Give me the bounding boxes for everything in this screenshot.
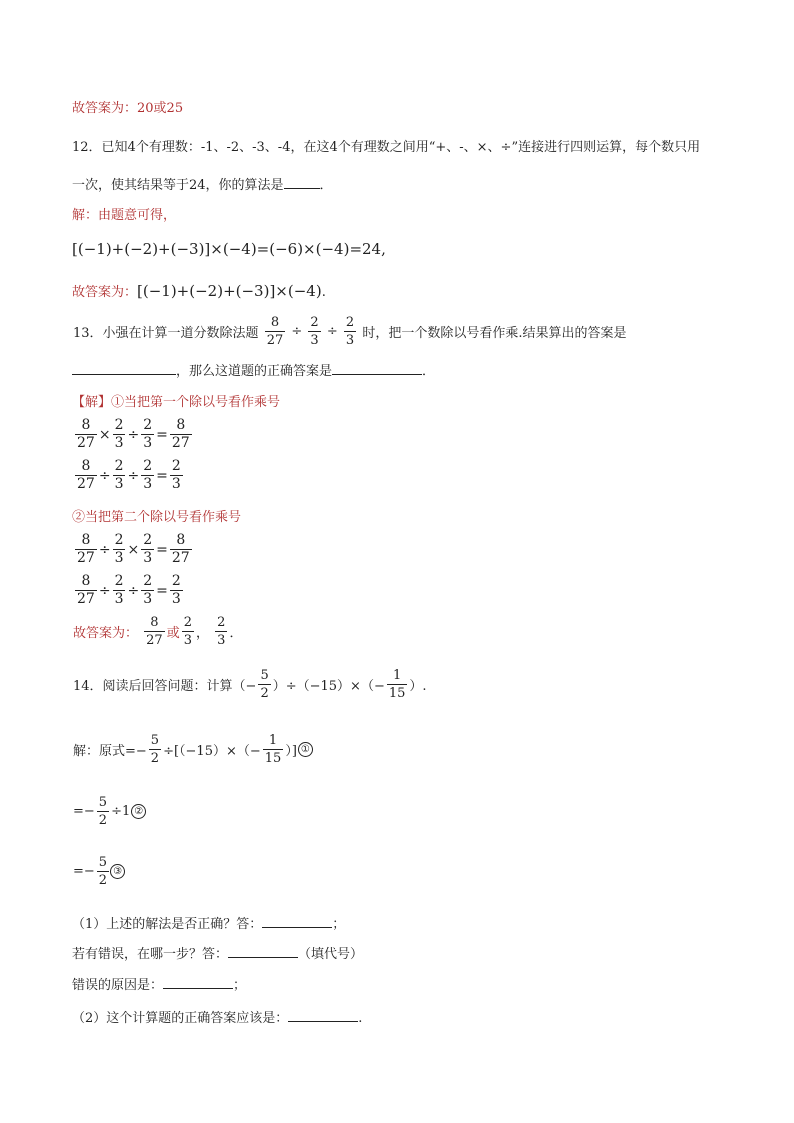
q14-part1: （1）上述的解法是否正确？答： ； xyxy=(72,913,345,935)
q14-step-question: 若有错误，在哪一步？答： xyxy=(72,947,229,962)
q13-stem-pre: 13．小强在计算一道分数除法题 xyxy=(73,326,259,341)
q14-sol-end: ）] xyxy=(285,744,297,759)
q14-reason-text: 错误的原因是： xyxy=(72,978,164,993)
q13-answer xyxy=(72,614,243,649)
step-marker-1: ① xyxy=(298,742,313,757)
q13-case1-text: ①当把第一个除以号看作乘号 xyxy=(111,395,281,410)
q13-case2-eq1: $\frac{8}{27}$ ÷ $\frac{2}{3}$ × $\frac{2}{3}$ = $\frac{8}{27}$ xyxy=(77,532,190,566)
q12-equation: [(−1)+(−2)+(−3)]×(−4)=(−6)×(−4)=24, xyxy=(72,240,386,258)
q13-blank-correct-answer[interactable] xyxy=(332,360,422,375)
fraction-8-27: $\frac{8}{27}$ xyxy=(77,417,95,451)
step-marker-3: ③ xyxy=(110,864,125,879)
q12-line1: 12．已知4个有理数：-1、-2、-3、-4，在这4个有理数之间用“+、-、×、÷”连接进行四则运算，每个数只用 xyxy=(72,140,701,155)
q13-case1-eq2: $\frac{8}{27}$ ÷ $\frac{2}{3}$ ÷ $\frac{2}{3}$ = $\frac{2}{3}$ xyxy=(77,458,181,492)
q12-answer-blank[interactable] xyxy=(284,174,320,189)
fraction-8-27: $\frac{8}{27}$ xyxy=(77,532,95,566)
q14-stem-end: ）. xyxy=(409,679,427,694)
fraction-8-27: $\frac{8}{27}$ xyxy=(171,417,190,451)
q13-line2-text: ，那么这道题的正确答案是 xyxy=(176,364,333,379)
q13-answer-label: 故答案为： xyxy=(73,626,139,641)
fraction-2-3: $\frac{2}{3}$ xyxy=(114,458,124,492)
fraction-2-3: $\frac{2}{3}$ xyxy=(171,458,181,492)
answer-11: 故答案为：20或25 xyxy=(72,101,184,116)
q14-part1-blank[interactable] xyxy=(262,913,332,928)
q13-line2 xyxy=(72,360,435,382)
fraction-2-3: $\frac{2}{3}$ xyxy=(143,573,153,607)
q12-answer xyxy=(72,281,326,303)
q14-solution-line1 xyxy=(72,732,313,767)
q13-blank-wrong-answer[interactable] xyxy=(72,360,176,375)
fraction-1-15: $\frac{1}{15}$ xyxy=(388,668,406,701)
q14-part1-step: 若有错误，在哪一步？答： （填代号） xyxy=(72,943,363,965)
q14-error-reason: 错误的原因是： ； xyxy=(72,974,246,996)
fraction-2-3: $\frac{2}{3}$ xyxy=(143,417,153,451)
fraction-2-3: $\frac{2}{3}$ xyxy=(171,573,181,607)
fraction-5-2: $\frac{5}{2}$ xyxy=(260,668,269,701)
fraction-5-2: $\frac{5}{2}$ xyxy=(150,733,160,766)
q12-solution-label: 解：由题意可得， xyxy=(72,208,177,223)
step-marker-2: ② xyxy=(131,804,146,819)
q14-sol-pre: 解：原式=− xyxy=(73,744,147,759)
fraction-8-27: $\frac{8}{27}$ xyxy=(146,615,163,648)
q14-sol-mid: ÷[（−15）×（− xyxy=(163,744,261,759)
q14-solution-line3: =− $\frac{5}{2}$ ③ xyxy=(72,854,125,889)
fraction-2-3: $\frac{2}{3}$ xyxy=(143,532,153,566)
fraction-2-3: $\frac{2}{3}$ xyxy=(114,417,124,451)
q13-case2-text: ②当把第二个除以号看作乘号 xyxy=(72,510,242,525)
q14-part2: （2）这个计算题的正确答案应该是： . xyxy=(72,1007,362,1029)
fraction-8-27: $\frac{8}{27}$ xyxy=(266,315,284,348)
fraction-8-27: $\frac{8}{27}$ xyxy=(171,532,190,566)
q14-solution-line2: =− $\frac{5}{2}$ ÷1 ② xyxy=(72,794,146,829)
fraction-2-3: $\frac{2}{3}$ xyxy=(345,315,355,348)
q14-stem xyxy=(72,667,428,702)
q13-line2-end: ． xyxy=(422,364,436,379)
fraction-5-2: $\frac{5}{2}$ xyxy=(98,855,108,888)
q13-stem: 13．小强在计算一道分数除法题 $\frac{8}{27}$ ÷ $\frac{2}{3}$ ÷ $\frac{2}{3}$ 时，把一个数除以号看作乘.结果算出的答案是 xyxy=(73,315,627,348)
q14-part2-blank[interactable] xyxy=(288,1007,358,1022)
q12-answer-expr: [(−1)+(−2)+(−3)]×(−4) xyxy=(137,282,322,300)
q14-step-blank[interactable] xyxy=(228,943,298,958)
q12-line2 xyxy=(72,174,333,196)
q12-answer-end: . xyxy=(321,285,326,300)
q13-case1 xyxy=(72,393,280,413)
fraction-1-15: $\frac{1}{15}$ xyxy=(264,733,282,766)
fraction-2-3: $\frac{2}{3}$ xyxy=(114,532,124,566)
q13-answer-end: ． xyxy=(229,626,243,641)
q14-stem-mid: ）÷（−15）×（− xyxy=(272,679,385,694)
q14-part2-text: （2）这个计算题的正确答案应该是： xyxy=(72,1011,289,1026)
fraction-5-2: $\frac{5}{2}$ xyxy=(98,795,108,828)
q14-part1-text: （1）上述的解法是否正确？答： xyxy=(72,917,263,932)
fraction-2-3: $\frac{2}{3}$ xyxy=(217,615,226,648)
fraction-2-3: $\frac{2}{3}$ xyxy=(183,615,192,648)
fraction-8-27: $\frac{8}{27}$ xyxy=(77,573,95,607)
q12-line2-end: ． xyxy=(319,178,333,193)
q13-stem-post: 时，把一个数除以号看作乘.结果算出的答案是 xyxy=(362,326,627,341)
q13-case2-eq2: $\frac{8}{27}$ ÷ $\frac{2}{3}$ ÷ $\frac{2}{3}$ = $\frac{2}{3}$ xyxy=(77,573,181,607)
fraction-2-3: $\frac{2}{3}$ xyxy=(143,458,153,492)
q14-reason-blank[interactable] xyxy=(163,974,233,989)
fraction-8-27: $\frac{8}{27}$ xyxy=(77,458,95,492)
q13-case1-eq1: $\frac{8}{27}$ × $\frac{2}{3}$ ÷ $\frac{2}{3}$ = $\frac{8}{27}$ xyxy=(77,417,190,451)
q12-line2-text: 一次，使其结果等于24，你的算法是 xyxy=(72,178,284,193)
fraction-2-3: $\frac{2}{3}$ xyxy=(310,315,319,348)
q13-answer-sep: ， xyxy=(196,626,210,641)
fraction-2-3: $\frac{2}{3}$ xyxy=(114,573,124,607)
q12-answer-label: 故答案为： xyxy=(72,285,138,300)
q13-answer-or: 或 xyxy=(166,626,180,641)
q13-solution-tag: 【解】 xyxy=(72,395,112,410)
q14-stem-pre: 14．阅读后回答问题：计算（− xyxy=(73,679,257,694)
